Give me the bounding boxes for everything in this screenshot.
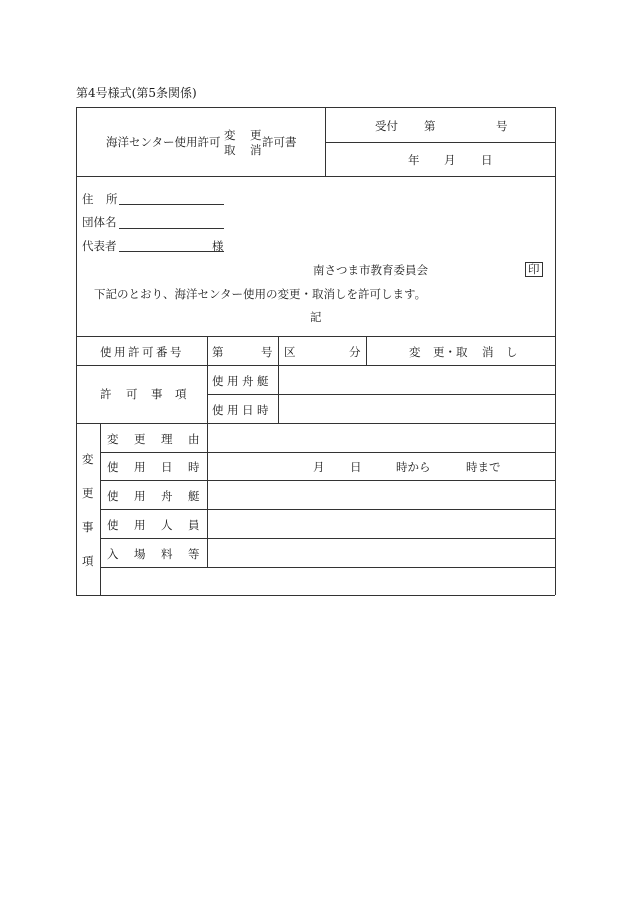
address-field[interactable] <box>119 204 224 205</box>
change-vessel-label-3: 舟 <box>161 489 173 503</box>
reception-day: 日 <box>481 153 493 167</box>
body-bottom <box>76 336 555 337</box>
reception-go: 号 <box>496 119 508 133</box>
border-left <box>76 107 77 595</box>
permit-number-label-1: 使 <box>100 345 112 359</box>
group-name-label: 団体名 <box>82 215 117 229</box>
reason-label-2: 更 <box>134 432 146 446</box>
change-reason-field[interactable] <box>208 424 554 451</box>
change-line-1 <box>100 452 555 453</box>
permit-matters-label-4: 項 <box>175 387 187 401</box>
change-vessel-label-1: 使 <box>107 489 119 503</box>
fee-label-2: 場 <box>134 547 146 561</box>
issuer-name: 南さつま市教育委員会 <box>313 263 428 277</box>
permit-matters-label-3: 事 <box>151 387 163 401</box>
change-datetime-label-4: 時 <box>188 460 200 474</box>
change-vessel-field[interactable] <box>208 481 554 508</box>
change-vertical-label-3: 事 <box>82 520 94 534</box>
fee-label-1: 入 <box>107 547 119 561</box>
border-right <box>555 107 556 595</box>
personnel-label-2: 用 <box>134 518 146 532</box>
change-datetime-label-1: 使 <box>107 460 119 474</box>
reason-label-3: 理 <box>161 432 173 446</box>
permit-number-label-4: 可 <box>142 345 154 359</box>
address-label-char-2: 所 <box>106 192 118 206</box>
reception-year: 年 <box>408 153 420 167</box>
representative-field[interactable] <box>119 251 224 252</box>
change-cancel-2: 更・取 <box>433 345 468 359</box>
reception-divider <box>325 142 555 143</box>
fee-label-3: 料 <box>161 547 173 561</box>
permit-number-dai: 第 <box>212 345 224 359</box>
datetime-day: 日 <box>350 460 362 474</box>
permit-statement: 下記のとおり、海洋センター使用の変更・取消しを許可します。 <box>94 287 427 301</box>
group-name-field[interactable] <box>119 228 224 229</box>
permit-number-label-6: 号 <box>170 345 182 359</box>
personnel-label-4: 員 <box>188 518 200 532</box>
reception-dai: 第 <box>424 119 436 133</box>
seal-mark: 印 <box>525 262 543 277</box>
border-top <box>76 107 555 108</box>
change-vertical-label-2: 更 <box>82 486 94 500</box>
change-fee-field[interactable] <box>208 539 554 566</box>
permit-datetime-field[interactable] <box>279 395 554 422</box>
form-number: 第4号様式(第5条関係) <box>76 86 197 100</box>
datetime-label-1: 使 <box>212 403 224 417</box>
datetime-from: 時から <box>396 460 431 474</box>
title-change-char-1: 変 <box>224 128 236 142</box>
permit-number-label-5: 番 <box>156 345 168 359</box>
vessel-label-2: 用 <box>227 374 239 388</box>
change-cancel-3: 消 <box>482 345 494 359</box>
permit-number-label-3: 許 <box>128 345 140 359</box>
category-bun: 分 <box>349 345 361 359</box>
personnel-label-3: 人 <box>161 518 173 532</box>
change-vertical-label-4: 項 <box>82 554 94 568</box>
title-cancel-char-1: 取 <box>224 143 236 157</box>
title-cancel-char-2: 消 <box>250 143 262 157</box>
change-personnel-field[interactable] <box>208 510 554 537</box>
permit-row-divider-2 <box>278 336 279 365</box>
permit-number-go: 号 <box>261 345 273 359</box>
datetime-label-4: 時 <box>257 403 269 417</box>
title-suffix: 許可書 <box>262 135 297 149</box>
representative-label: 代表者 <box>82 239 117 253</box>
reason-label-4: 由 <box>188 432 200 446</box>
reception-month: 月 <box>444 153 456 167</box>
change-vessel-label-2: 用 <box>134 489 146 503</box>
category-ku: 区 <box>284 345 296 359</box>
border-bottom <box>76 595 555 596</box>
permit-row-divider-1 <box>207 336 208 365</box>
vessel-label-1: 使 <box>212 374 224 388</box>
vessel-label-4: 艇 <box>257 374 269 388</box>
change-vertical-label-1: 変 <box>82 452 94 466</box>
address-label-char-1: 住 <box>82 192 94 206</box>
title-prefix: 海洋センター使用許可 <box>106 135 221 149</box>
permit-matters-label-2: 可 <box>126 387 138 401</box>
change-extra-field[interactable] <box>101 568 554 594</box>
datetime-label-2: 用 <box>227 403 239 417</box>
datetime-month: 月 <box>313 460 325 474</box>
change-datetime-label-2: 用 <box>134 460 146 474</box>
title-change-char-2: 更 <box>250 128 262 142</box>
personnel-label-1: 使 <box>107 518 119 532</box>
change-vessel-label-4: 艇 <box>188 489 200 503</box>
sama-honorific: 様 <box>212 239 224 253</box>
permit-number-label-2: 用 <box>114 345 126 359</box>
fee-label-4: 等 <box>188 547 200 561</box>
vessel-label-3: 舟 <box>242 374 254 388</box>
title-bottom <box>76 176 555 177</box>
permit-vessel-field[interactable] <box>279 366 554 393</box>
reason-label-1: 変 <box>107 432 119 446</box>
change-cancel-1: 変 <box>409 345 421 359</box>
datetime-label-3: 日 <box>242 403 254 417</box>
permit-matters-label-1: 許 <box>100 387 112 401</box>
permit-row-divider-3 <box>366 336 367 365</box>
ki-mark: 記 <box>310 310 322 324</box>
received-label: 受付 <box>375 119 398 133</box>
datetime-until: 時まで <box>466 460 501 474</box>
change-datetime-label-3: 日 <box>161 460 173 474</box>
change-cancel-4: し <box>506 345 518 359</box>
